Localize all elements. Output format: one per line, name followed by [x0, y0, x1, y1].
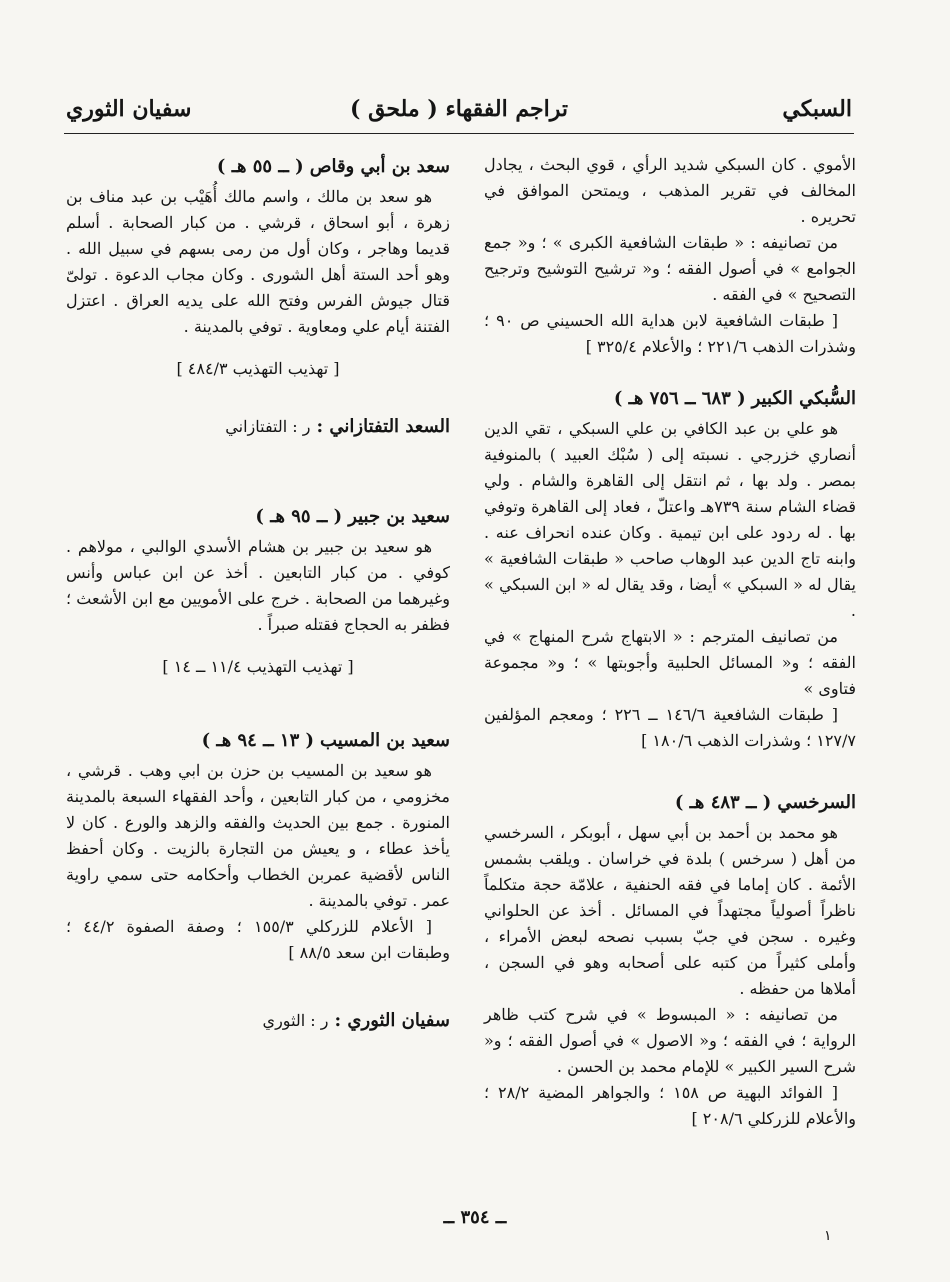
header-left: سفيان الثوري: [66, 96, 192, 122]
header-center: ( ملحق ) تراجم الفقهاء: [350, 96, 568, 122]
entry-paragraph: الأموي . كان السبكي شديد الرأي ، قوي البحث ، يجادل المخالف في تقرير المذهب ، ويمتحن الموافق في تحريره .: [484, 155, 856, 226]
entry-paragraph: من تصانيف المترجم : « الابتهاج شرح المنهاج » في الفقه ؛ و« المسائل الحلبية وأجوبتها » ؛ و« مجموعة فتاوى »: [484, 627, 856, 698]
entry-dates: ( ــ ٩٥ هـ ): [255, 506, 343, 527]
cross-reference: ر : الثوري: [262, 1011, 329, 1030]
entry-sarakhsi: [484, 788, 856, 1132]
entry-dates: ( ٦٨٣ ــ ٧٥٦ هـ ): [613, 388, 746, 409]
entry-paragraph: هو علي بن عبد الكافي بن علي السبكي ، تقي الدين أنصاري خزرجي . نسبته إلى ( سُبْك العبيد ) بالمنوفية بمصر . ولد بها ، ثم انتقل إلى القاهرة والشام . ولي قضاء الشام سنة ٧٣٩هـ واعتلّ ، فعاد إلى القاهرة وتوفي بها . له ردود على ابن تيمية . وكان عنده انحراف عنه . وابنه تاج الدين عبد الوهاب صاحب « طبقات الشافعية » يقال له « السبكي » أيضا ، وقد يقال له « ابن السبكي » .: [484, 419, 856, 620]
entry-saad-ibn-abi-waqqas: [66, 152, 450, 382]
running-header: [66, 88, 852, 130]
entry-paragraph: هو محمد بن أحمد بن أبي سهل ، أبوبكر ، السرخسي من أهل ( سرخس ) بلدة في خراسان . ويلقب بشمس الأئمة . كان إماما في فقه الحنفية ، علامّة حجة متكلماً ناظراً أصولياً مجتهداً في المسائل . أخذ عن الحلواني وغيره . سجن في جبّ بسبب نصحه لبعض الأمراء ، وأملى كثيراً من كتبه على أصحابه وهو في السجن ، أملاها من حفظه .: [484, 823, 856, 998]
header-right: السبكي: [782, 96, 852, 122]
footer-mark: ١: [824, 1228, 832, 1244]
entry-title: سعيد بن جبير( ــ ٩٥ هـ ): [255, 506, 450, 527]
entry-dates: ( ــ ٤٨٣ هـ ): [674, 792, 772, 813]
entry-reference: [ الأعلام للزركلي ١٥٥/٣ ؛ وصفة الصفوة ٤٤/٢ ؛ وطبقات ابن سعد ٨٨/٥ ]: [66, 917, 450, 962]
entry-paragraph: هو سعد بن مالك ، واسم مالك أُهَيْب بن عبد مناف بن زهرة ، أبو اسحاق ، قرشي . من كبار الصحابة . أسلم قديما وهاجر ، وكان أول من رمى بسهم في سبيل الله . وهو أحد الستة أهل الشورى . وكان مجاب الدعوة . تولىّ قتال جيوش الفرس وفتح الله على يديه العراق . اعتزل الفتنة أيام علي ومعاوية . توفي بالمدينة .: [66, 187, 450, 336]
left-column: [66, 152, 450, 1060]
entry-saeed-ibn-jubayr: [66, 502, 450, 680]
entry-sufyan-thawri: [66, 1006, 450, 1036]
entry-title: السُّبكي الكبير( ٦٨٣ ــ ٧٥٦ هـ ): [613, 388, 856, 409]
entry-title: السعد التفتازاني :ر : التفتازاني: [225, 416, 450, 437]
entry-title: سعيد بن المسيب( ١٣ ــ ٩٤ هـ ): [201, 730, 450, 751]
entry-paragraph: من تصانيفه : « المبسوط » في شرح كتب ظاهر الرواية ؛ في الفقه ؛ و« الاصول » في أصول الفقه ؛ و« شرح السير الكبير » للإمام محمد بن الحسن .: [484, 1005, 856, 1076]
entry-dates: ( ــ ٥٥ هـ ): [216, 156, 304, 177]
entry-subki-continued: [484, 152, 856, 360]
entry-title: سعد بن أبي وقاص( ــ ٥٥ هـ ): [216, 156, 450, 177]
entry-paragraph: هو سعيد بن المسيب بن حزن بن ابي وهب . قرشي ، مخزومي ، من كبار التابعين ، وأحد الفقهاء السبعة بالمدينة المنورة . جمع بين الحديث والفقه والزهد والورع . كان لا يأخذ عطاء ، و يعيش من التجارة بالزيت . وكان أحفظ الناس لأقضية عمربن الخطاب وأحكامه حتى سمي راوية عمر . توفي بالمدينة .: [66, 761, 450, 910]
right-column: [484, 152, 856, 1156]
entry-title: سفيان الثوري :ر : الثوري: [262, 1010, 450, 1031]
entry-reference: [ تهذيب التهذيب ٤٨٤/٣ ]: [176, 359, 340, 378]
header-rule: [64, 133, 854, 134]
entry-reference: [ تهذيب التهذيب ١١/٤ ــ ١٤ ]: [162, 657, 354, 676]
entry-subki-al-kabir: [484, 384, 856, 754]
entry-dates: ( ١٣ ــ ٩٤ هـ ): [201, 730, 315, 751]
entry-paragraph: من تصانيفه : « طبقات الشافعية الكبرى » ؛ و« جمع الجوامع » في أصول الفقه ؛ و« ترشيح التوشيح وترجيح التصحيح » في الفقه .: [484, 233, 856, 304]
page-number: ــ ٣٥٤ ــ: [443, 1207, 507, 1228]
entry-reference: [ طبقات الشافعية ١٤٦/٦ ــ ٢٢٦ ؛ ومعجم المؤلفين ١٢٧/٧ ؛ وشذرات الذهب ١٨٠/٦ ]: [484, 705, 856, 750]
entry-title: السرخسي( ــ ٤٨٣ هـ ): [674, 792, 856, 813]
entry-paragraph: هو سعيد بن جبير بن هشام الأسدي الوالبي ، مولاهم . كوفي . من كبار التابعين . أخذ عن ابن عباس وأنس وغيرهما من الصحابة . خرج على الأمويين مع ابن الأشعث ؛ فظفر به الحجاج فقتله صبراً .: [66, 537, 450, 634]
cross-reference: ر : التفتازاني: [225, 417, 311, 436]
entry-saad-taftazani: [66, 412, 450, 442]
entry-reference: [ طبقات الشافعية لابن هداية الله الحسيني ص ٩٠ ؛ وشذرات الذهب ٢٢١/٦ ؛ والأعلام ٣٢٥/٤ ]: [484, 311, 856, 356]
entry-saeed-ibn-al-musayyib: [66, 726, 450, 966]
entry-reference: [ الفوائد البهية ص ١٥٨ ؛ والجواهر المضية ٢٨/٢ ؛ والأعلام للزركلي ٢٠٨/٦ ]: [484, 1083, 856, 1128]
